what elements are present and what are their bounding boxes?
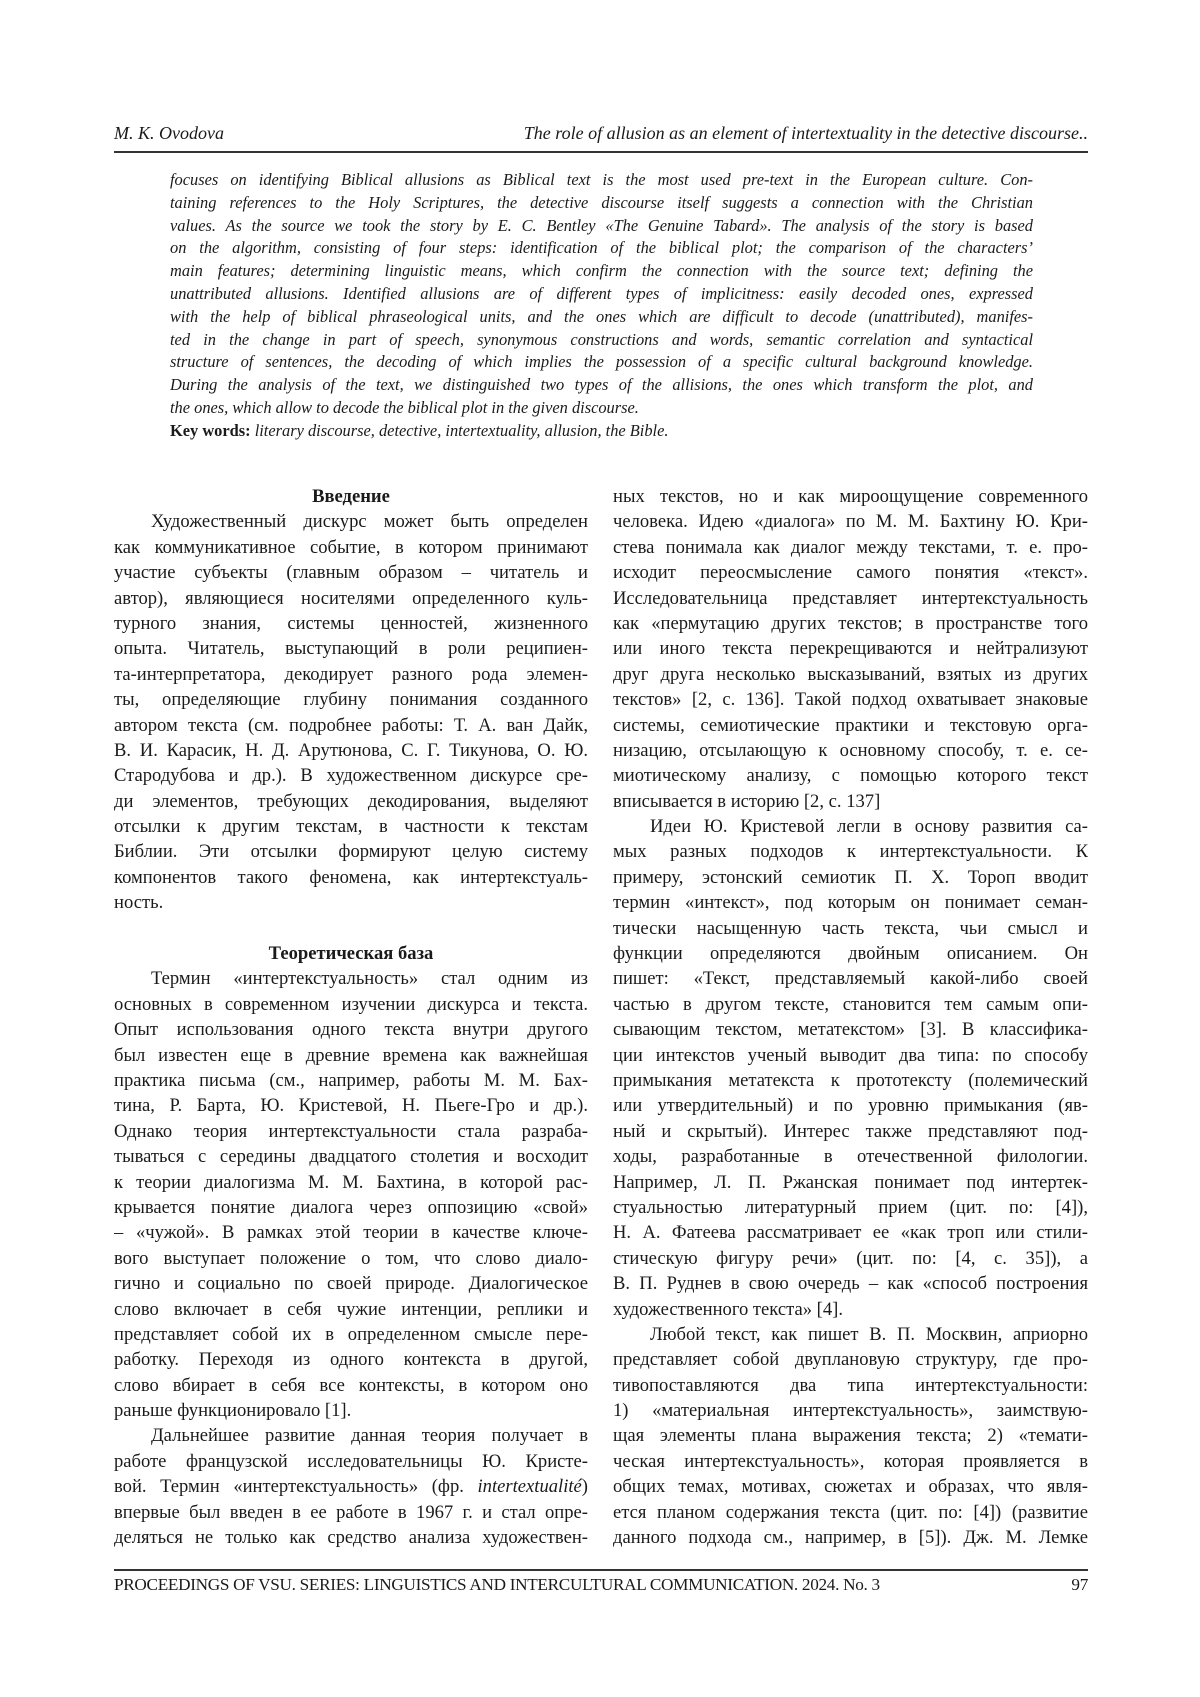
text-line: сывающим текстом, метатекстом» [3]. В классифика- bbox=[613, 1017, 1088, 1042]
text-line: автор), являющиеся носителями определенного куль- bbox=[114, 586, 588, 611]
text-line: работку. Переходя из одного контекста в другой, bbox=[114, 1347, 588, 1372]
text-line: деляться не только как средство анализа художествен- bbox=[114, 1525, 588, 1550]
abstract-line: on the algorithm, consisting of four steps: identification of the biblical plot; the comparison of the characters’ bbox=[170, 237, 1033, 260]
text-line: Художественный дискурс может быть определен bbox=[114, 509, 588, 534]
text-line: крывается понятие диалога через оппозицию «свой» bbox=[114, 1195, 588, 1220]
text-line: мых разных подходов к интертекстуальности. К bbox=[613, 839, 1088, 864]
text-line: термин «интекст», под которым он понимает семан- bbox=[613, 890, 1088, 915]
abstract-line: focuses on identifying Biblical allusions as Biblical text is the most used pre-text in the European culture. Con- bbox=[170, 169, 1033, 192]
text-line: Н. А. Фатеева рассматривает ее «как троп или стили- bbox=[613, 1220, 1088, 1245]
text-line: текстов» [2, с. 136]. Такой подход охватывает знаковые bbox=[613, 687, 1088, 712]
text-line: участие субъекты (главным образом – читатель и bbox=[114, 560, 588, 585]
abstract-line: structure of sentences, the decoding of which implies the possession of a specific cultural background knowledge. bbox=[170, 351, 1033, 374]
text-line: компонентов такого феномена, как интертекстуаль- bbox=[114, 865, 588, 890]
keywords: literary discourse, detective, intertextuality, allusion, the Bible. bbox=[255, 421, 669, 440]
text-line: впервые был введен в ее работе в 1967 г. и стал опре- bbox=[114, 1500, 588, 1525]
text-line: В. П. Руднев в свою очередь – как «способ построения bbox=[613, 1271, 1088, 1296]
abstract-line: During the analysis of the text, we distinguished two types of the allisions, the ones which transform the plot, and bbox=[170, 374, 1033, 397]
text-line: тически насыщенную часть текста, чьи смысл и bbox=[613, 916, 1088, 941]
text-line: вого выступает положение о том, что слово диало- bbox=[114, 1246, 588, 1271]
right-column bbox=[613, 484, 1088, 1550]
page-footer bbox=[114, 1575, 1088, 1597]
text-line: Исследовательница представляет интертекстуальность bbox=[613, 586, 1088, 611]
section-heading: Введение bbox=[114, 484, 588, 509]
text-line: как «пермутацию других текстов; в пространстве того bbox=[613, 611, 1088, 636]
text-line: ных текстов, но и как мироощущение современного bbox=[613, 484, 1088, 509]
text-line: щая элементы плана выражения текста; 2) «темати- bbox=[613, 1423, 1088, 1448]
text-line: В. И. Карасик, Н. Д. Арутюнова, С. Г. Тикунова, О. Ю. bbox=[114, 738, 588, 763]
abstract-line: the ones, which allow to decode the biblical plot in the given discourse. bbox=[170, 397, 1033, 420]
section-gap bbox=[114, 916, 588, 941]
text-line: стическую фигуру речи» (цит. по: [4, с. 35]), а bbox=[613, 1246, 1088, 1271]
running-header bbox=[114, 123, 1088, 147]
text-run: ) bbox=[582, 1476, 588, 1497]
text-line: представляет собой двуплановую структуру, где про- bbox=[613, 1347, 1088, 1372]
text-line bbox=[114, 1474, 588, 1499]
text-line: автором текста (см. подробнее работы: Т. А. ван Дайк, bbox=[114, 713, 588, 738]
paragraph bbox=[613, 1322, 1088, 1551]
keywords-label: Key words: bbox=[170, 421, 251, 440]
text-line: тываться с середины двадцатого столетия и восходит bbox=[114, 1144, 588, 1169]
text-line: данного подхода см., например, в [5]). Дж. М. Лемке bbox=[613, 1525, 1088, 1550]
text-line: представляет собой их в определенном смысле пере- bbox=[114, 1322, 588, 1347]
text-line: ди элементов, требующих декодирования, выделяют bbox=[114, 789, 588, 814]
running-header-title: The role of allusion as an element of intertextuality in the detective discourse.. bbox=[524, 123, 1088, 147]
text-line: Стародубова и др.). В художественном дискурсе сре- bbox=[114, 763, 588, 788]
text-line: ции интекстов ученый выводит два типа: по способу bbox=[613, 1043, 1088, 1068]
text-line: ты, определяющие глубину понимания созданного bbox=[114, 687, 588, 712]
text-line: отсылки к другим текстам, в частности к текстам bbox=[114, 814, 588, 839]
text-line: раньше функционировало [1]. bbox=[114, 1398, 588, 1423]
text-line: или утвердительный) и по уровню примыкания (яв- bbox=[613, 1093, 1088, 1118]
text-line: ется планом содержания текста (цит. по: [4]) (развитие bbox=[613, 1500, 1088, 1525]
text-line: друг друга несколько высказываний, взятых из других bbox=[613, 662, 1088, 687]
text-line: основных в современном изучении дискурса и текста. bbox=[114, 992, 588, 1017]
paragraph bbox=[613, 814, 1088, 1322]
text-line: примеру, эстонский семиотик П. Х. Тороп вводит bbox=[613, 865, 1088, 890]
text-line: тина, Р. Барта, Ю. Кристевой, Н. Пьеге-Гро и др.). bbox=[114, 1093, 588, 1118]
page-number: 97 bbox=[1071, 1575, 1088, 1597]
abstract-line: unattributed allusions. Identified allusions are of different types of implicitness: easily decoded ones, expressed bbox=[170, 283, 1033, 306]
section-heading: Теоретическая база bbox=[114, 941, 588, 966]
abstract-line: with the help of biblical phraseological units, and the ones which are difficult to decode (unattributed), manifes- bbox=[170, 306, 1033, 329]
header-rule bbox=[114, 151, 1088, 153]
text-line: Любой текст, как пишет В. П. Москвин, априорно bbox=[613, 1322, 1088, 1347]
text-line: турного знания, системы ценностей, жизненного bbox=[114, 611, 588, 636]
text-line: Термин «интертекстуальность» стал одним из bbox=[114, 966, 588, 991]
text-line: частью в другом тексте, становится тем самым опи- bbox=[613, 992, 1088, 1017]
text-line: Библии. Эти отсылки формируют целую систему bbox=[114, 839, 588, 864]
text-line: низацию, отсылающую к основному способу, т. е. се- bbox=[613, 738, 1088, 763]
running-header-author: M. K. Ovodova bbox=[114, 123, 224, 147]
text-line: 1) «материальная интертекстуальность», заимствую- bbox=[613, 1398, 1088, 1423]
text-line: системы, семиотические практики и текстовую орга- bbox=[613, 713, 1088, 738]
paragraph bbox=[114, 1423, 588, 1550]
footer-journal: PROCEEDINGS OF VSU. SERIES: LINGUISTICS AND INTERCULTURAL COMMUNICATION. 2024. No. 3 bbox=[114, 1575, 880, 1597]
abstract-line: main features; determining linguistic means, which confirm the connection with the source text; defining the bbox=[170, 260, 1033, 283]
text-line: исходит переосмысление самого понятия «текст». bbox=[613, 560, 1088, 585]
text-line: Однако теория интертекстуальности стала разраба- bbox=[114, 1119, 588, 1144]
text-line: миотическому анализу, с помощью которого текст bbox=[613, 763, 1088, 788]
text-line: вписывается в историю [2, с. 137] bbox=[613, 789, 1088, 814]
text-line: стуальностью литературный прием (цит. по: [4]), bbox=[613, 1195, 1088, 1220]
text-line: был известен еще в древние времена как важнейшая bbox=[114, 1043, 588, 1068]
text-line: гично и социально по своей природе. Диалогическое bbox=[114, 1271, 588, 1296]
text-line: опыта. Читатель, выступающий в роли реципиен- bbox=[114, 636, 588, 661]
abstract-line: taining references to the Holy Scriptures, the detective discourse itself suggests a connection with the Christian bbox=[170, 192, 1033, 215]
text-line: как коммуникативное событие, в котором принимают bbox=[114, 535, 588, 560]
footer-rule bbox=[114, 1569, 1088, 1571]
paragraph bbox=[613, 484, 1088, 814]
text-line: – «чужой». В рамках этой теории в качестве ключе- bbox=[114, 1220, 588, 1245]
text-line: та-интерпретатора, декодирует разного рода элемен- bbox=[114, 662, 588, 687]
text-line: или иного текста перекрещиваются и нейтрализуют bbox=[613, 636, 1088, 661]
abstract bbox=[170, 169, 1033, 443]
text-line: пишет: «Текст, представляемый какой-либо своей bbox=[613, 966, 1088, 991]
text-line: стева понимала как диалог между текстами, т. е. про- bbox=[613, 535, 1088, 560]
italic-term: intertextualité bbox=[477, 1476, 581, 1497]
abstract-line: ted in the change in part of speech, synonymous constructions and words, semantic correlation and syntactical bbox=[170, 329, 1033, 352]
text-run: вой. Термин «интертекстуальность» (фр. bbox=[114, 1476, 477, 1497]
text-line: практика письма (см., например, работы М. М. Бах- bbox=[114, 1068, 588, 1093]
text-line: слово включает в себя чужие интенции, реплики и bbox=[114, 1297, 588, 1322]
keywords-line bbox=[170, 420, 1033, 443]
text-line: к теории диалогизма М. М. Бахтина, в которой рас- bbox=[114, 1170, 588, 1195]
text-line: общих темах, мотивах, сюжетах и образах, что явля- bbox=[613, 1474, 1088, 1499]
text-line: Опыт использования одного текста внутри другого bbox=[114, 1017, 588, 1042]
text-line: человека. Идею «диалога» по М. М. Бахтину Ю. Кри- bbox=[613, 509, 1088, 534]
text-line: Дальнейшее развитие данная теория получает в bbox=[114, 1423, 588, 1448]
left-column bbox=[114, 484, 588, 1550]
text-line: примыкания метатекста к прототексту (полемический bbox=[613, 1068, 1088, 1093]
text-line: функции определяются двойным описанием. Он bbox=[613, 941, 1088, 966]
text-line: ходы, разработанные в отечественной филологии. bbox=[613, 1144, 1088, 1169]
abstract-line: values. As the source we took the story by E. C. Bentley «The Genuine Tabard». The analysis of the story is based bbox=[170, 215, 1033, 238]
text-line: Идеи Ю. Кристевой легли в основу развития са- bbox=[613, 814, 1088, 839]
text-line: Например, Л. П. Ржанская понимает под интертек- bbox=[613, 1170, 1088, 1195]
paragraph bbox=[114, 966, 588, 1423]
text-line: ческая интертекстуальность», которая проявляется в bbox=[613, 1449, 1088, 1474]
text-line: тивопоставляются два типа интертекстуальности: bbox=[613, 1373, 1088, 1398]
text-line: слово вбирает в себя все контексты, в котором оно bbox=[114, 1373, 588, 1398]
text-line: художественного текста» [4]. bbox=[613, 1297, 1088, 1322]
text-line: ный и скрытый). Интерес также представляют под- bbox=[613, 1119, 1088, 1144]
text-line: работе французской исследовательницы Ю. Кристе- bbox=[114, 1449, 588, 1474]
text-line: ность. bbox=[114, 890, 588, 915]
paragraph bbox=[114, 509, 588, 915]
